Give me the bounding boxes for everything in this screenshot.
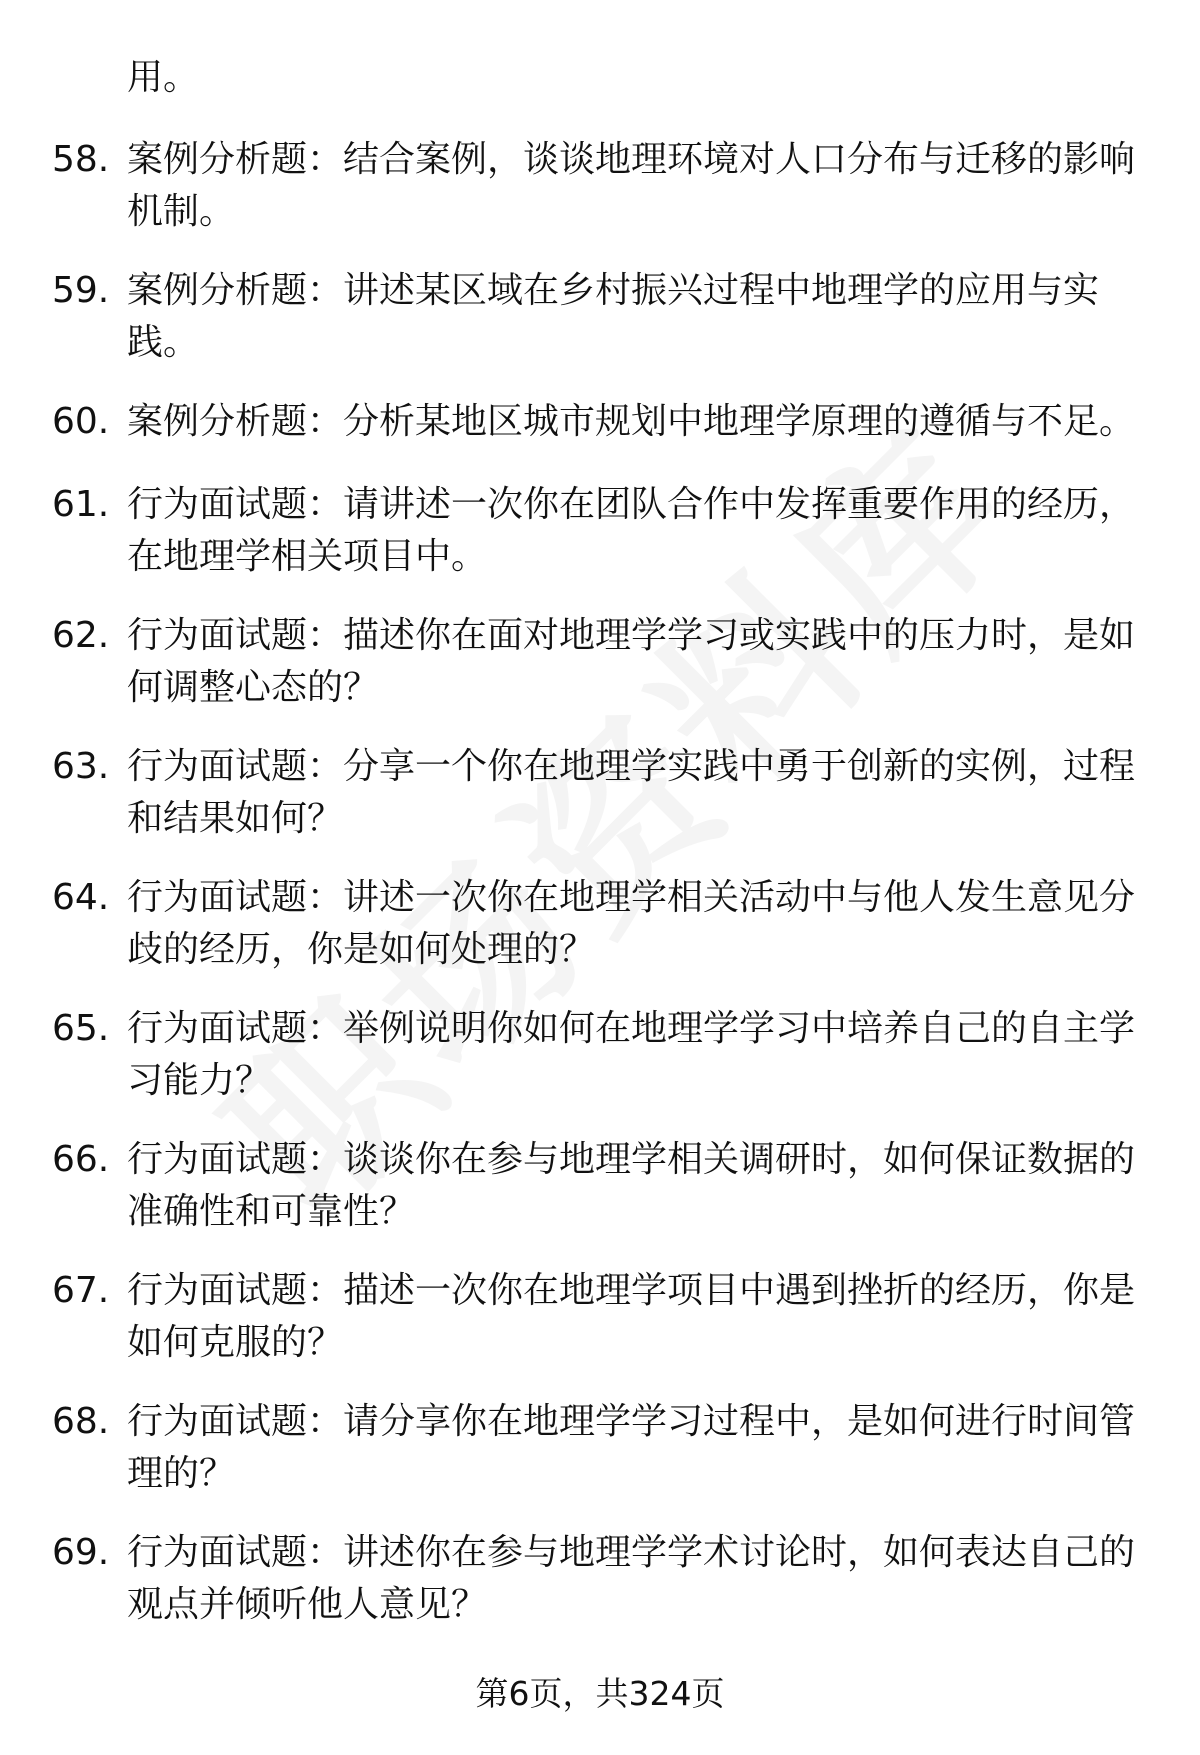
item-text: 行为面试题：分享一个你在地理学实践中勇于创新的实例，过程和结果如何？	[127, 746, 1136, 839]
list-item	[0, 1003, 1200, 1134]
item-number: 59.	[52, 270, 110, 311]
item-text: 案例分析题：结合案例，谈谈地理环境对人口分布与迁移的影响机制。	[127, 139, 1136, 232]
item-number: 64.	[52, 877, 110, 918]
list-item	[0, 1265, 1200, 1396]
item-text: 行为面试题：描述你在面对地理学学习或实践中的压力时，是如何调整心态的？	[127, 615, 1136, 708]
list-item	[0, 1134, 1200, 1265]
question-list	[0, 134, 1200, 1658]
continued-text: 用。	[127, 57, 200, 98]
item-number: 67.	[52, 1270, 110, 1311]
list-item	[0, 1527, 1200, 1658]
list-item	[0, 396, 1200, 479]
item-number: 69.	[52, 1532, 110, 1573]
item-text: 案例分析题：分析某地区城市规划中地理学原理的遵循与不足。	[127, 401, 1136, 442]
item-text: 行为面试题：讲述你在参与地理学学术讨论时，如何表达自己的观点并倾听他人意见？	[127, 1532, 1136, 1625]
item-text: 行为面试题：请讲述一次你在团队合作中发挥重要作用的经历，在地理学相关项目中。	[127, 484, 1136, 577]
item-number: 60.	[52, 401, 110, 442]
list-item	[0, 479, 1200, 610]
item-text: 行为面试题：举例说明你如何在地理学学习中培养自己的自主学习能力？	[127, 1008, 1136, 1101]
item-text: 案例分析题：讲述某区域在乡村振兴过程中地理学的应用与实践。	[127, 270, 1100, 363]
list-item	[0, 741, 1200, 872]
list-item	[0, 610, 1200, 741]
item-number: 61.	[52, 484, 110, 525]
item-text: 行为面试题：谈谈你在参与地理学相关调研时，如何保证数据的准确性和可靠性？	[127, 1139, 1136, 1232]
item-number: 63.	[52, 746, 110, 787]
item-text: 行为面试题：请分享你在地理学学习过程中，是如何进行时间管理的？	[127, 1401, 1136, 1494]
item-number: 65.	[52, 1008, 110, 1049]
list-item	[0, 1396, 1200, 1527]
item-number: 68.	[52, 1401, 110, 1442]
item-number: 58.	[52, 139, 110, 180]
list-item	[0, 265, 1200, 396]
item-number: 66.	[52, 1139, 110, 1180]
item-text: 行为面试题：描述一次你在地理学项目中遇到挫折的经历，你是如何克服的？	[127, 1270, 1136, 1363]
item-text: 行为面试题：讲述一次你在地理学相关活动中与他人发生意见分歧的经历，你是如何处理的？	[127, 877, 1136, 970]
item-number: 62.	[52, 615, 110, 656]
page-number: 第6页，共324页	[475, 1674, 725, 1713]
list-item	[0, 134, 1200, 265]
list-item	[0, 872, 1200, 1003]
